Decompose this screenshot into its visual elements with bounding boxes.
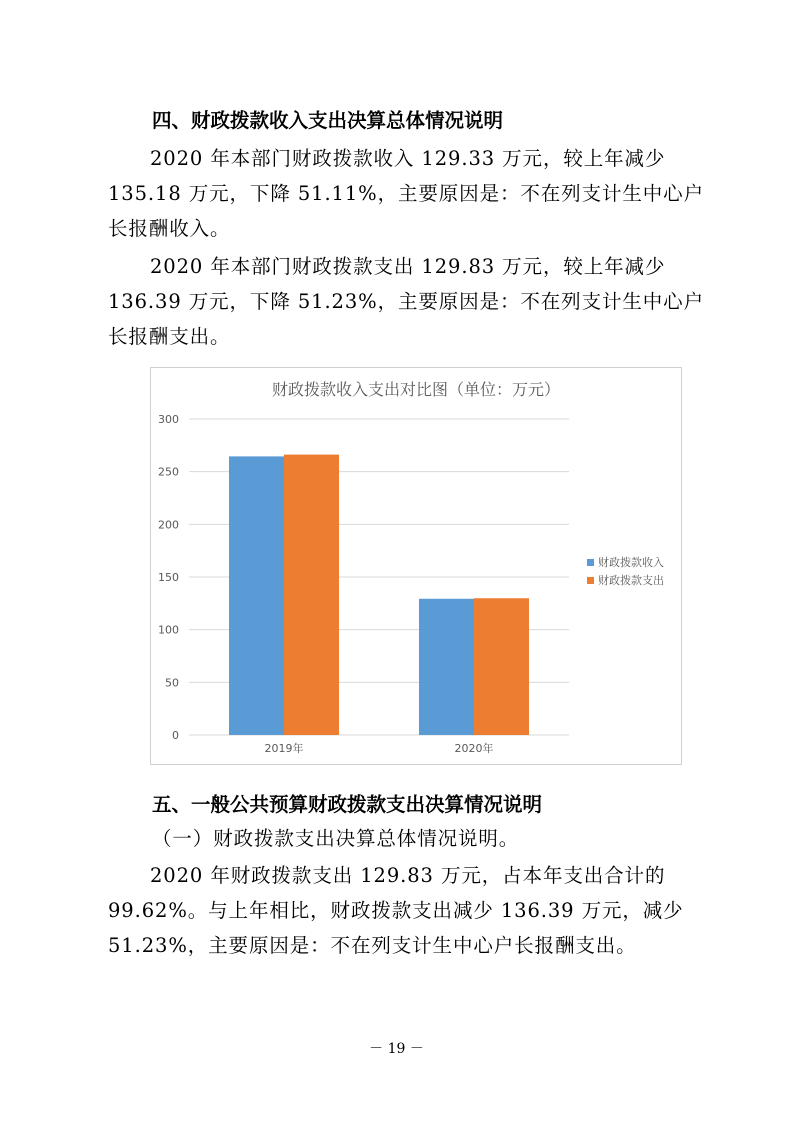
legend-swatch: [587, 577, 594, 584]
y-tick-label: 100: [158, 623, 179, 637]
bar: [229, 456, 284, 735]
section5-heading: 五、一般公共预算财政拨款支出决算情况说明: [152, 793, 543, 816]
x-tick-label: 2019年: [264, 742, 304, 755]
chart-canvas: [151, 368, 681, 764]
bar: [284, 455, 339, 735]
funding-comparison-chart: [150, 367, 682, 765]
legend-entry: 财政拨款收入: [598, 556, 664, 569]
bar: [474, 598, 529, 735]
y-tick-label: 250: [158, 465, 179, 479]
section5-paragraph: 2020 年财政拨款支出 129.83 万元，占本年支出合计的 99.62%。与上年相比，财政拨款支出减少 136.39 万元，减少 51.23%，主要原因是：不在列支计生中心户长报酬支出。: [108, 864, 684, 957]
chart-title: 财政拨款收入支出对比图（单位：万元）: [271, 380, 561, 399]
bar: [419, 599, 474, 735]
y-tick-label: 0: [172, 729, 179, 742]
legend-entry: 财政拨款支出: [598, 574, 664, 587]
section5-subheading: （一）财政拨款支出决算总体情况说明。: [152, 827, 520, 850]
y-tick-label: 300: [158, 413, 179, 426]
section4-heading: 四、财政拨款收入支出决算总体情况说明: [152, 109, 504, 132]
legend-swatch: [587, 559, 594, 566]
section4-expense-paragraph: 2020 年本部门财政拨款支出 129.83 万元，较上年减少 136.39 万元，下降 51.23%，主要原因是：不在列支计生中心户长报酬支出。: [108, 255, 704, 348]
x-tick-label: 2020年: [454, 742, 494, 755]
y-tick-label: 150: [158, 571, 179, 584]
y-tick-label: 200: [158, 518, 179, 532]
y-tick-label: 50: [165, 676, 179, 690]
section4-income-paragraph: 2020 年本部门财政拨款收入 129.33 万元，较上年减少 135.18 万元，下降 51.11%，主要原因是：不在列支计生中心户长报酬收入。: [108, 147, 704, 240]
page-number: － 19 －: [369, 1041, 424, 1057]
